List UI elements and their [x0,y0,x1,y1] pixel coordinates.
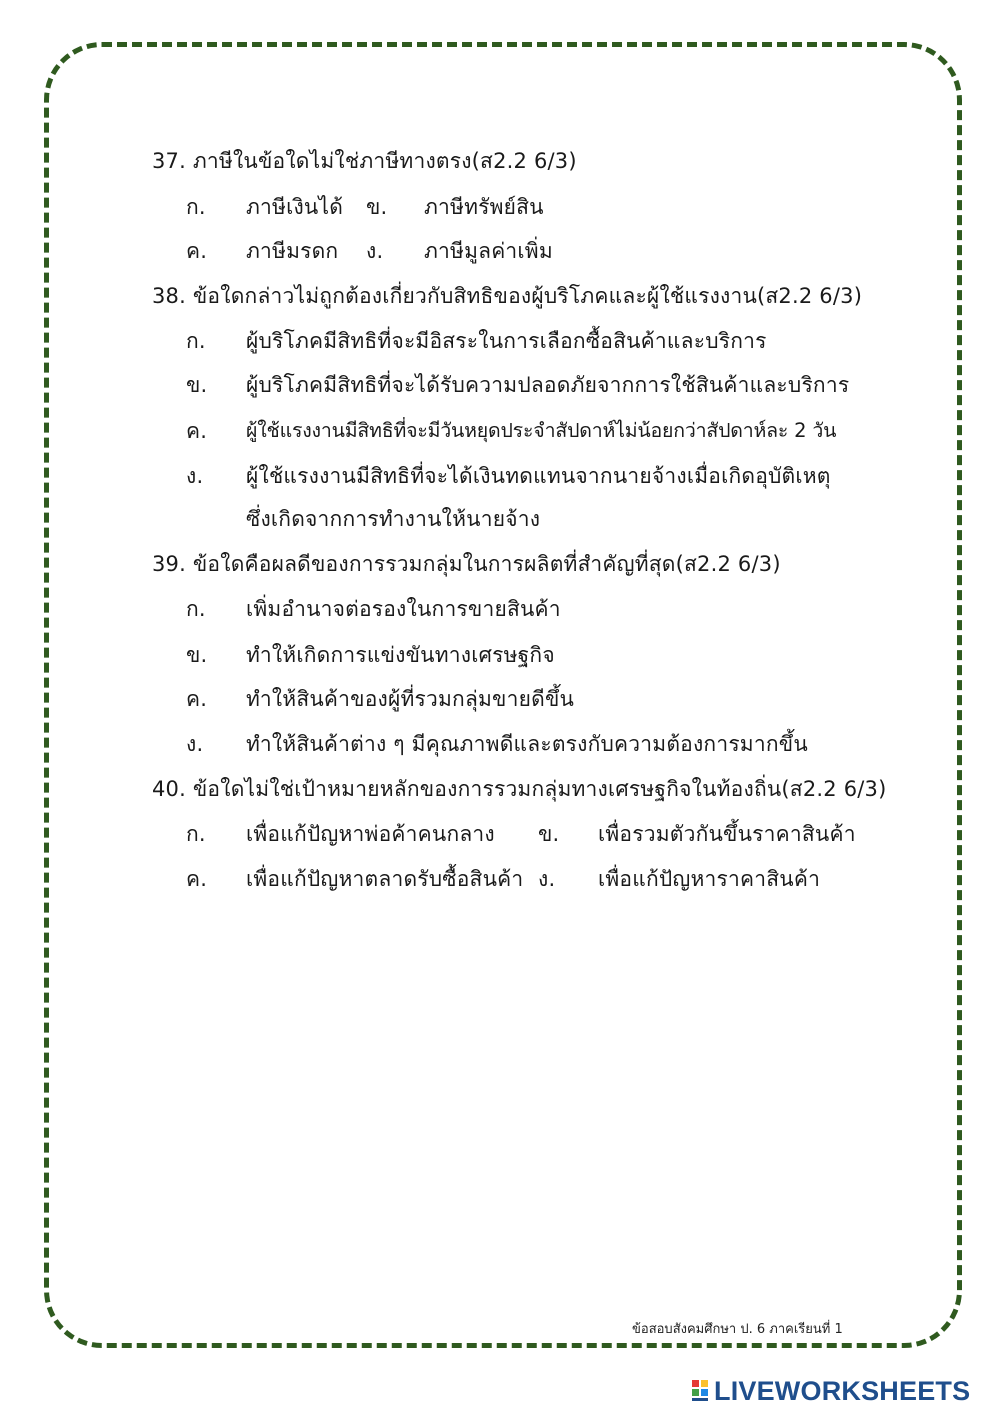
question-39-stem: 39. ข้อใดคือผลดีของการรวมกลุ่มในการผลิตที่สำคัญที่สุด(ส2.2 6/3) [152,552,781,576]
option-letter: ข. [366,195,388,219]
option-text: ภาษีมรดก [246,239,339,263]
option-letter: ค. [186,419,208,443]
option-letter: ง. [186,464,204,488]
question-40-stem: 40. ข้อใดไม่ใช่เป้าหมายหลักของการรวมกลุ่มทางเศรษฐกิจในท้องถิ่น(ส2.2 6/3) [152,777,887,801]
option-text: ทำให้สินค้าต่าง ๆ มีคุณภาพดีและตรงกับความต้องการมากขึ้น [246,732,808,756]
option-text: ภาษีมูลค่าเพิ่ม [424,239,553,263]
option-text: เพื่อแก้ปัญหาตลาดรับซื้อสินค้า [246,867,524,891]
option-letter: ข. [186,643,208,667]
option-letter: ข. [538,822,560,846]
liveworksheets-logo [692,1376,970,1406]
option-letter: ค. [186,687,208,711]
option-text: ผู้ใช้แรงงานมีสิทธิที่จะได้เงินทดแทนจากนายจ้างเมื่อเกิดอุบัติเหตุ [246,464,831,488]
liveworksheets-icon [692,1380,710,1402]
option-text: เพื่อรวมตัวกันขึ้นราคาสินค้า [598,822,856,846]
option-text: ผู้ใช้แรงงานมีสิทธิที่จะมีวันหยุดประจำสัปดาห์ไม่น้อยกว่าสัปดาห์ละ 2 วัน [246,419,837,442]
option-text: ภาษีทรัพย์สิน [424,195,544,219]
option-text: ผู้บริโภคมีสิทธิที่จะมีอิสระในการเลือกซื้อสินค้าและบริการ [246,329,767,353]
option-letter: ง. [366,239,384,263]
option-letter: ก. [186,329,206,353]
question-38-option-d-continuation: ซึ่งเกิดจากการทำงานให้นายจ้าง [246,507,541,531]
option-text: ทำให้สินค้าของผู้ที่รวมกลุ่มขายดีขึ้น [246,687,575,711]
liveworksheets-wordmark: LIVEWORKSHEETS [714,1375,971,1406]
option-letter: ก. [186,195,206,219]
option-text: ผู้บริโภคมีสิทธิที่จะได้รับความปลอดภัยจากการใช้สินค้าและบริการ [246,373,850,397]
option-text: เพิ่มอำนาจต่อรองในการขายสินค้า [246,597,561,621]
option-letter: ค. [186,867,208,891]
question-37-stem: 37. ภาษีในข้อใดไม่ใช่ภาษีทางตรง(ส2.2 6/3) [152,149,577,173]
option-letter: ก. [186,597,206,621]
page-footer: ข้อสอบสังคมศึกษา ป. 6 ภาคเรียนที่ 1 [632,1322,843,1337]
option-text: ภาษีเงินได้ [246,195,344,219]
option-letter: ง. [538,867,556,891]
option-letter: ค. [186,239,208,263]
option-letter: ก. [186,822,206,846]
question-38-stem: 38. ข้อใดกล่าวไม่ถูกต้องเกี่ยวกับสิทธิของผู้บริโภคและผู้ใช้แรงงาน(ส2.2 6/3) [152,284,863,308]
option-letter: ง. [186,732,204,756]
option-letter: ข. [186,373,208,397]
option-text: ทำให้เกิดการแข่งขันทางเศรษฐกิจ [246,643,555,667]
option-text: เพื่อแก้ปัญหาราคาสินค้า [598,867,821,891]
option-text: เพื่อแก้ปัญหาพ่อค้าคนกลาง [246,822,495,846]
